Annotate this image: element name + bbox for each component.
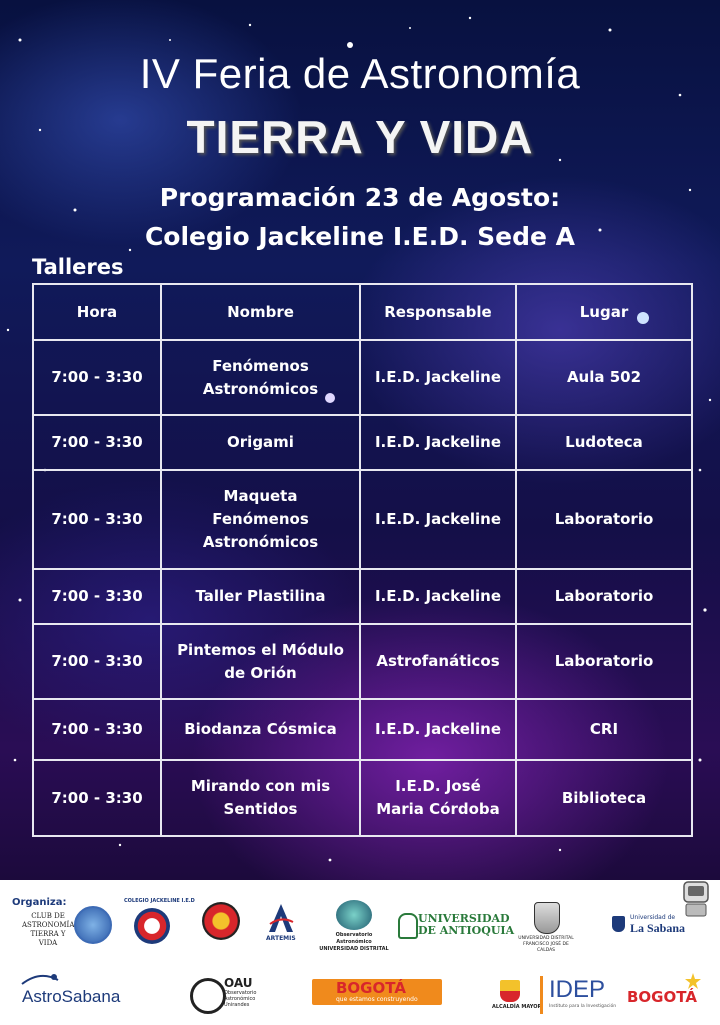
sabana-logo-text: Universidad de La Sabana [630, 914, 686, 935]
udistrital-text: UNIVERSIDAD DISTRITAL FRANCISCO JOSÉ DE CALDAS [518, 936, 574, 953]
column-header: Lugar [516, 284, 692, 340]
table-row [33, 624, 692, 699]
cell-responsable: I.E.D. Jackeline [360, 340, 516, 415]
cell-nombre: Pintemos el Módulo de Orión [161, 624, 360, 699]
cell-lugar: Laboratorio [516, 624, 692, 699]
cell-hora: 7:00 - 3:30 [33, 569, 161, 624]
alcaldia-label: ALCALDÍA MAYOR [492, 1004, 542, 1010]
column-header: Nombre [161, 284, 360, 340]
cell-nombre: Mirando con mis Sentidos [161, 760, 360, 836]
cell-hora: 7:00 - 3:30 [33, 415, 161, 470]
astronaut-icon [676, 880, 716, 920]
cell-responsable: I.E.D. Jackeline [360, 569, 516, 624]
astrosabana-swoosh-icon [20, 972, 60, 986]
column-header: Hora [33, 284, 161, 340]
cell-nombre: Taller Plastilina [161, 569, 360, 624]
observatorio-ud-text: Observatorio Astronómico UNIVERSIDAD DISTRITAL [319, 932, 389, 952]
club-astronomia-logo [74, 906, 112, 944]
cell-responsable: I.E.D. Jackeline [360, 699, 516, 760]
bogota-logo-text: BOGOTÁ [627, 988, 697, 1006]
udistrital-crest-icon [534, 902, 560, 934]
organiza-label: Organiza: [12, 897, 67, 908]
sabana-shield-icon [612, 916, 625, 932]
cell-lugar: Ludoteca [516, 415, 692, 470]
cell-nombre: Origami [161, 415, 360, 470]
cell-responsable: I.E.D. Jackeline [360, 470, 516, 569]
udea-logo-text: UNIVERSIDAD DE ANTIOQUIA [418, 912, 515, 937]
colegio-jackeline-logo [134, 908, 170, 944]
schedule-table [32, 283, 693, 837]
cell-nombre: Fenómenos Astronómicos [161, 340, 360, 415]
event-subtitle: TIERRA Y VIDA [186, 111, 534, 163]
program-venue: Colegio Jackeline I.E.D. Sede A [144, 222, 576, 251]
cell-lugar: Laboratorio [516, 569, 692, 624]
cell-lugar: Laboratorio [516, 470, 692, 569]
cell-responsable: I.E.D. Jackeline [360, 415, 516, 470]
observatorio-ud-logo [336, 900, 372, 930]
cell-hora: 7:00 - 3:30 [33, 470, 161, 569]
cell-nombre: Maqueta Fenómenos Astronómicos [161, 470, 360, 569]
cell-hora: 7:00 - 3:30 [33, 699, 161, 760]
section-title: Talleres [32, 255, 124, 279]
cell-responsable: I.E.D. José Maria Córdoba [360, 760, 516, 836]
cell-lugar: Biblioteca [516, 760, 692, 836]
cell-lugar: Aula 502 [516, 340, 692, 415]
cell-lugar: CRI [516, 699, 692, 760]
colegio-logo-label: COLEGIO JACKELINE I.E.D [124, 898, 195, 904]
club-logo-text: CLUB DE ASTRONOMÍA TIERRA Y VIDA [22, 912, 75, 947]
artemis-logo [266, 902, 296, 934]
table-row [33, 699, 692, 760]
bogota-star-icon [684, 972, 702, 990]
alcaldia-crest-icon [500, 980, 520, 1002]
school-shield-logo [202, 902, 240, 940]
cell-responsable: Astrofanáticos [360, 624, 516, 699]
cell-hora: 7:00 - 3:30 [33, 340, 161, 415]
table-row [33, 415, 692, 470]
astrosabana-logo-text: AstroSabana [22, 987, 121, 1006]
oau-logo [190, 978, 226, 1014]
table-row [33, 470, 692, 569]
idep-logo: IDEP Instituto para la Investigación [540, 976, 621, 1014]
table-header-row [33, 284, 692, 340]
table-row [33, 340, 692, 415]
column-header: Responsable [360, 284, 516, 340]
program-date: Programación 23 de Agosto: [159, 183, 561, 212]
sponsor-logo-strip [0, 880, 720, 1025]
cell-hora: 7:00 - 3:30 [33, 624, 161, 699]
cell-hora: 7:00 - 3:30 [33, 760, 161, 836]
artemis-label: ARTEMIS [266, 935, 296, 942]
cell-nombre: Biodanza Cósmica [161, 699, 360, 760]
table-row [33, 760, 692, 836]
table-row [33, 569, 692, 624]
oau-logo-text: OAU Observatorio Astronómico Unirandes [224, 976, 257, 1008]
udea-emblem-icon [398, 913, 418, 939]
bogota-recreacion-logo: BOGOTÁ que estamos construyendo [312, 979, 442, 1005]
event-title: IV Feria de Astronomía [139, 50, 581, 97]
